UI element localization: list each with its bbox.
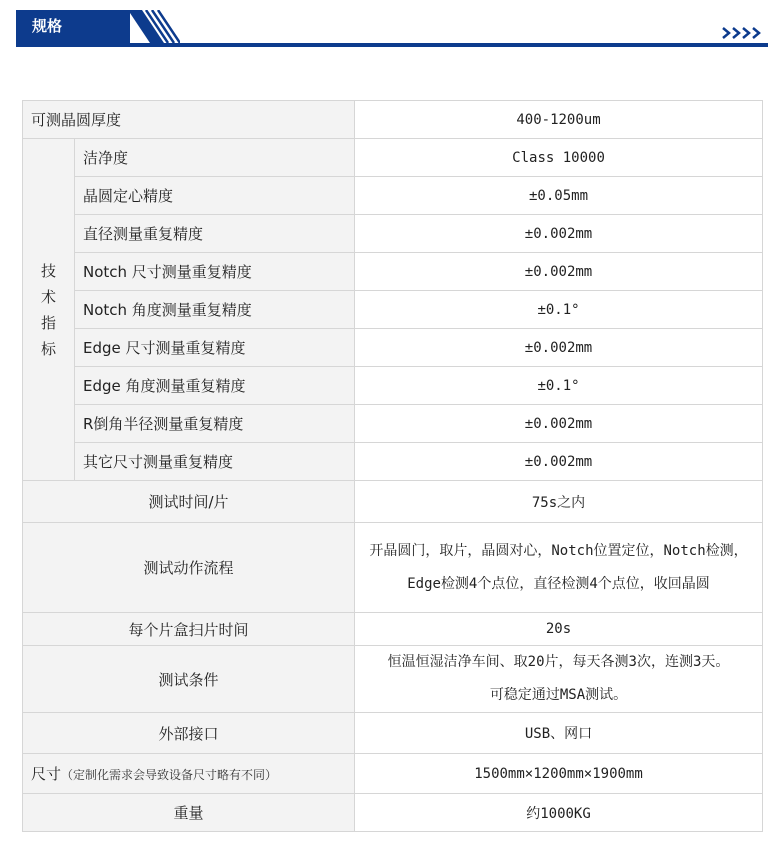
- spec-value: ±0.002mm: [355, 253, 763, 291]
- spec-label-cell: [23, 754, 355, 794]
- spec-label: 测试条件: [23, 646, 355, 713]
- group-label: 技术指标: [40, 261, 56, 358]
- spec-label: 其它尺寸测量重复精度: [75, 443, 355, 481]
- spec-label: 洁净度: [75, 139, 355, 177]
- spec-label: Edge 角度测量重复精度: [75, 367, 355, 405]
- table-row: [23, 253, 763, 291]
- table-row: [23, 481, 763, 523]
- table-row: [23, 329, 763, 367]
- spec-value: 400-1200um: [355, 101, 763, 139]
- spec-value: 20s: [355, 613, 763, 646]
- spec-label: Notch 角度测量重复精度: [75, 291, 355, 329]
- table-row: [23, 367, 763, 405]
- spec-value: 恒温恒湿洁净车间、取20片，每天各测3次，连测3天。可稳定通过MSA测试。: [355, 646, 763, 713]
- spec-label: 外部接口: [23, 713, 355, 754]
- table-row: [23, 139, 763, 177]
- spec-table: [22, 100, 763, 832]
- spec-value: USB、网口: [355, 713, 763, 754]
- spec-label: 每个片盒扫片时间: [23, 613, 355, 646]
- spec-value: 约1000KG: [355, 794, 763, 832]
- spec-value: ±0.05mm: [355, 177, 763, 215]
- spec-value: ±0.002mm: [355, 329, 763, 367]
- chevron-right-icon: [722, 26, 762, 40]
- spec-label: 测试时间/片: [23, 481, 355, 523]
- header-divider: [16, 43, 768, 47]
- table-row: [23, 215, 763, 253]
- spec-value: ±0.002mm: [355, 405, 763, 443]
- spec-label: 可测晶圆厚度: [23, 101, 355, 139]
- table-row: [23, 713, 763, 754]
- spec-value: ±0.1°: [355, 367, 763, 405]
- spec-label: 尺寸: [31, 765, 62, 783]
- group-label-cell: [23, 139, 75, 481]
- spec-label: 重量: [23, 794, 355, 832]
- table-row: [23, 754, 763, 794]
- table-row: [23, 646, 763, 713]
- table-row: [23, 794, 763, 832]
- spec-label: R倒角半径测量重复精度: [75, 405, 355, 443]
- table-row: [23, 101, 763, 139]
- slash-decoration-icon: [128, 10, 180, 43]
- spec-label: Notch 尺寸测量重复精度: [75, 253, 355, 291]
- table-row: [23, 443, 763, 481]
- spec-label: 测试动作流程: [23, 523, 355, 613]
- spec-value: ±0.002mm: [355, 443, 763, 481]
- spec-value: 1500mm×1200mm×1900mm: [355, 754, 763, 794]
- spec-label-note: （定制化需求会导致设备尺寸略有不同）: [61, 768, 278, 782]
- spec-label: 晶圆定心精度: [75, 177, 355, 215]
- table-row: [23, 613, 763, 646]
- table-row: [23, 177, 763, 215]
- section-header: [16, 10, 768, 50]
- table-row: [23, 523, 763, 613]
- spec-label: Edge 尺寸测量重复精度: [75, 329, 355, 367]
- table-row: [23, 291, 763, 329]
- section-title: 规格: [16, 10, 130, 43]
- spec-value: ±0.002mm: [355, 215, 763, 253]
- spec-value: 开晶圆门，取片，晶圆对心，Notch位置定位，Notch检测，Edge检测4个点位，直径检测4个点位，收回晶圆: [355, 523, 763, 613]
- spec-value: 75s之内: [355, 481, 763, 523]
- spec-value: ±0.1°: [355, 291, 763, 329]
- table-row: [23, 405, 763, 443]
- spec-label: 直径测量重复精度: [75, 215, 355, 253]
- spec-value: Class 10000: [355, 139, 763, 177]
